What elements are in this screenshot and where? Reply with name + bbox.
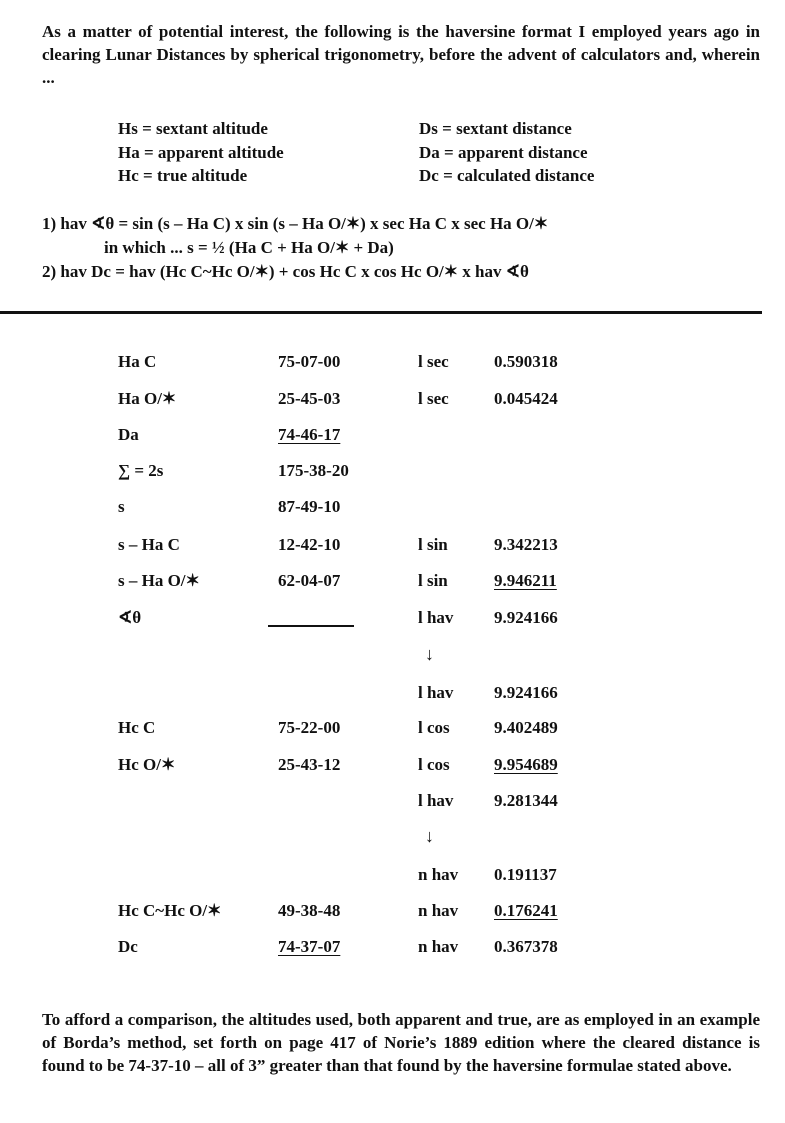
closing-paragraph: To afford a comparison, the altitudes used, both apparent and true, are as employed in an example of Borda’s method, set forth on page 417 of Norie’s 1889 edition where the cleared distance is found to be 74-37-10 – all of 3” greater than that found by the haversine formulae stated above. bbox=[42, 1010, 760, 1075]
row-function: l sec bbox=[418, 389, 449, 408]
formula-1-note: in which ... s = ½ (Ha C + Ha O/✶ + Da) bbox=[104, 238, 394, 257]
row-function: l hav bbox=[418, 683, 454, 702]
section-divider bbox=[0, 311, 762, 314]
row-label: Hc C bbox=[118, 718, 156, 737]
row-log-value: 9.402489 bbox=[494, 718, 558, 737]
row-function: l cos bbox=[418, 718, 450, 737]
row-log-value: 9.924166 bbox=[494, 608, 558, 627]
row-log-value: 0.176241 bbox=[494, 901, 558, 920]
row-label: s – Ha C bbox=[118, 535, 180, 554]
formulas-block bbox=[42, 212, 760, 284]
definition-ha: Ha = apparent altitude bbox=[118, 142, 284, 162]
row-label: Dc bbox=[118, 937, 138, 956]
row-label: s bbox=[118, 497, 125, 516]
row-value: 62-04-07 bbox=[278, 571, 341, 590]
row-value: 25-45-03 bbox=[278, 389, 341, 408]
row-label: ∢θ bbox=[118, 608, 142, 627]
row-log-value: 9.946211 bbox=[494, 571, 557, 590]
down-arrow-icon: ↓ bbox=[425, 826, 434, 846]
row-log-value: 9.281344 bbox=[494, 791, 558, 810]
row-function: l hav bbox=[418, 791, 454, 810]
row-value: 12-42-10 bbox=[278, 535, 341, 554]
row-function: n hav bbox=[418, 901, 459, 920]
definition-hs: Hs = sextant altitude bbox=[118, 119, 268, 138]
definition-da: Da = apparent distance bbox=[419, 142, 588, 162]
row-value: 75-07-00 bbox=[278, 352, 341, 371]
row-log-value: 0.191137 bbox=[494, 865, 557, 884]
formula-2: 2) hav Dc = hav (Hc C~Hc O/✶) + cos Hc C x cos Hc O/✶ x hav ∢θ bbox=[42, 262, 529, 281]
blank-line bbox=[268, 625, 354, 627]
row-label: Ha C bbox=[118, 352, 157, 371]
row-log-value: 0.367378 bbox=[494, 937, 558, 956]
row-function: l cos bbox=[418, 755, 450, 774]
row-log-value: 9.954689 bbox=[494, 755, 558, 774]
definition-row bbox=[118, 141, 678, 165]
row-label: s – Ha O/✶ bbox=[118, 571, 200, 590]
row-value: 49-38-48 bbox=[278, 901, 341, 920]
row-label: Ha O/✶ bbox=[118, 389, 177, 408]
row-log-value: 0.590318 bbox=[494, 352, 558, 371]
row-log-value: 0.045424 bbox=[494, 389, 558, 408]
definition-ds: Ds = sextant distance bbox=[419, 119, 572, 138]
definition-row bbox=[118, 117, 678, 141]
row-function: l sin bbox=[418, 535, 448, 554]
definition-dc: Dc = calculated distance bbox=[419, 166, 595, 185]
formula-1: 1) hav ∢θ = sin (s – Ha C) x sin (s – Ha O/✶) x sec Ha C x sec Ha O/✶ bbox=[42, 214, 549, 233]
row-log-value: 9.342213 bbox=[494, 535, 558, 554]
row-label: Hc O/✶ bbox=[118, 755, 176, 774]
row-function: n hav bbox=[418, 865, 459, 884]
intro-paragraph: As a matter of potential interest, the following is the haversine format I employed years ago in clearing Lunar Distances by spherical trigonometry, before the advent of calculators and, wherein ... bbox=[42, 22, 760, 87]
row-function: n hav bbox=[418, 937, 459, 956]
row-log-value: 9.924166 bbox=[494, 683, 558, 702]
row-value: 74-37-07 bbox=[278, 937, 341, 956]
row-value: 74-46-17 bbox=[278, 425, 341, 444]
row-function: l sin bbox=[418, 571, 448, 590]
row-value: 75-22-00 bbox=[278, 718, 341, 737]
definition-hc: Hc = true altitude bbox=[118, 166, 248, 185]
row-function: l hav bbox=[418, 608, 454, 627]
row-value: 87-49-10 bbox=[278, 497, 341, 516]
down-arrow-icon: ↓ bbox=[425, 644, 434, 664]
row-function: l sec bbox=[418, 352, 449, 371]
definitions-list bbox=[118, 117, 678, 188]
row-value: 25-43-12 bbox=[278, 755, 341, 774]
row-label: Da bbox=[118, 425, 139, 444]
row-label: ∑ = 2s bbox=[118, 461, 164, 480]
row-label: Hc C~Hc O/✶ bbox=[118, 901, 222, 920]
row-value: 175-38-20 bbox=[278, 461, 349, 480]
definition-row bbox=[118, 164, 678, 188]
